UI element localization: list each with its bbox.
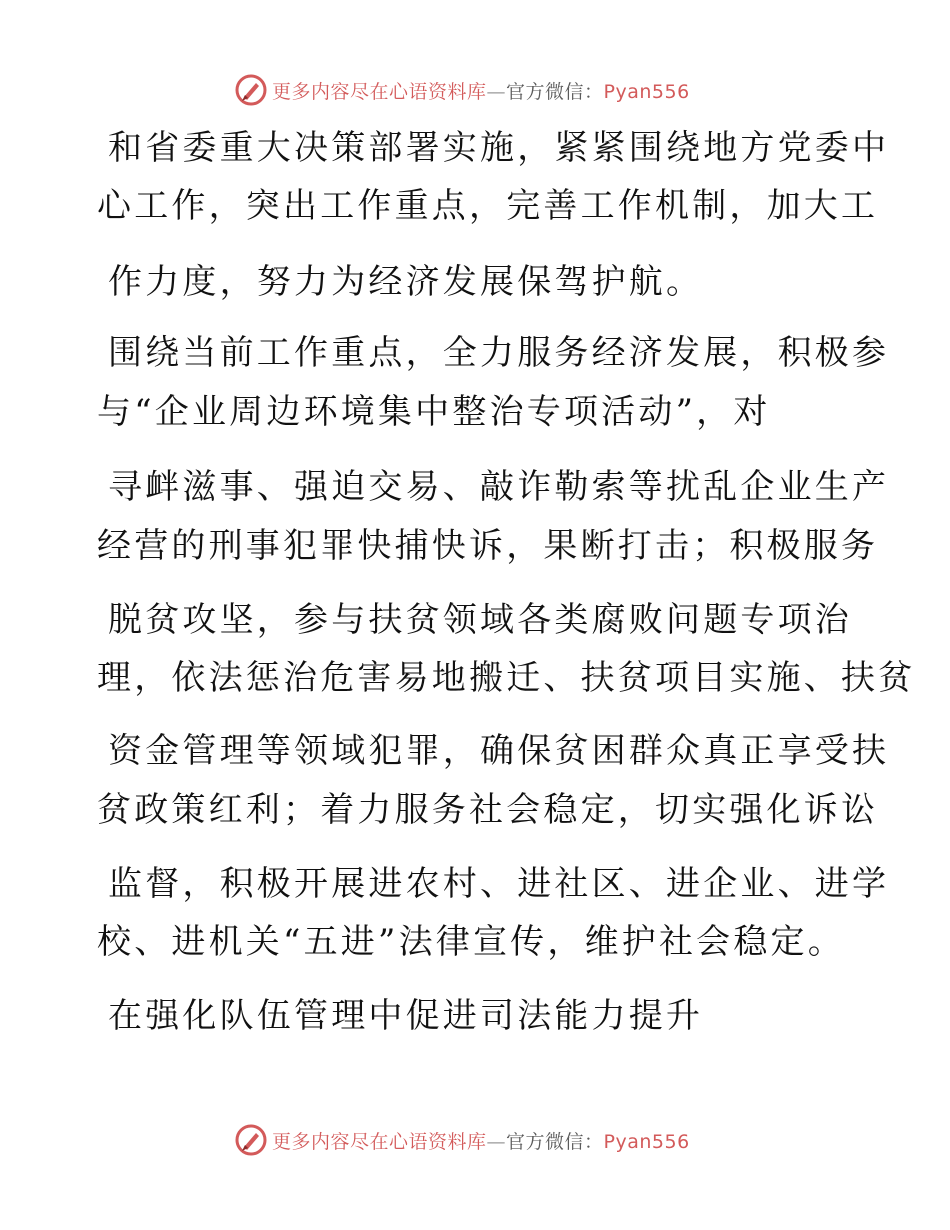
body-line: 监督，积极开展进农村、进社区、进企业、进学: [108, 864, 890, 904]
body-line: 理，依法惩治危害易地搬迁、扶贫项目实施、扶贫: [97, 658, 916, 698]
body-line: 脱贫攻坚，参与扶贫领域各类腐败问题专项治: [108, 600, 852, 640]
body-line: 与“企业周边环境集中整治专项活动”，对: [97, 392, 771, 432]
body-line: 作力度，努力为经济发展保驾护航。: [108, 262, 704, 302]
body-line: 和省委重大决策部署实施，紧紧围绕地方党委中: [108, 128, 890, 168]
watermark-text: 更多内容尽在心语资料库—官方微信：Pyan556: [272, 1130, 690, 1153]
body-line: 寻衅滋事、强迫交易、敲诈勒索等扰乱企业生产: [108, 467, 890, 507]
body-line: 资金管理等领域犯罪，确保贫困群众真正享受扶: [108, 731, 890, 771]
footer-watermark: [234, 1120, 690, 1160]
header-watermark: [234, 70, 690, 110]
pen-nib-circle-logo: [234, 73, 268, 107]
body-line: 心工作，突出工作重点，完善工作机制，加大工: [97, 186, 879, 226]
body-line: 围绕当前工作重点，全力服务经济发展，积极参: [108, 333, 890, 373]
body-line: 校、进机关“五进”法律宣传，维护社会稳定。: [97, 922, 845, 962]
body-line: 贫政策红利；着力服务社会稳定，切实强化诉讼: [97, 790, 879, 830]
watermark-text: 更多内容尽在心语资料库—官方微信：Pyan556: [272, 80, 690, 103]
body-line: 在强化队伍管理中促进司法能力提升: [108, 996, 704, 1036]
pen-nib-circle-logo: [234, 1123, 268, 1157]
body-line: 经营的刑事犯罪快捕快诉，果断打击；积极服务: [97, 526, 879, 566]
